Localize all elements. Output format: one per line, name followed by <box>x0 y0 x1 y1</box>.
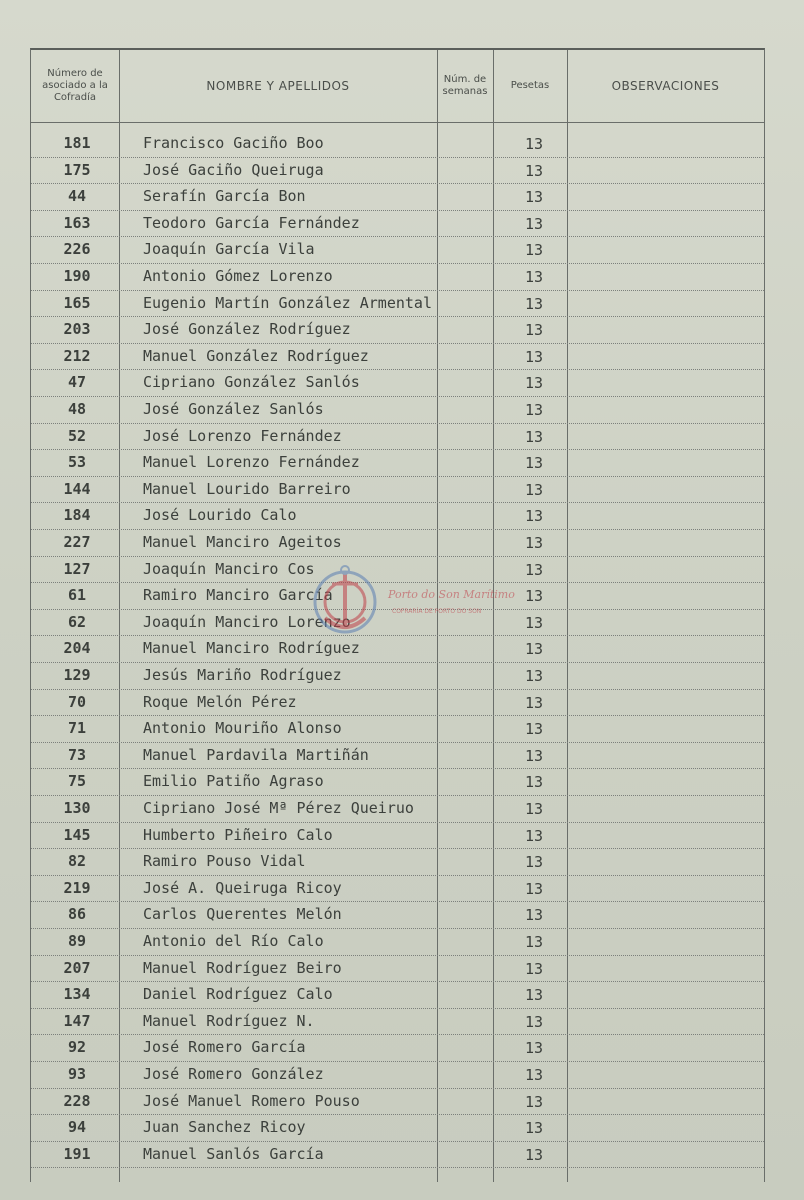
header-pesetas: Pesetas <box>510 80 550 91</box>
member-name: José González Sanlós <box>143 400 324 418</box>
pesetas-value: 13 <box>524 959 544 978</box>
member-number: 127 <box>63 559 91 578</box>
member-name: Ramiro Manciro García <box>143 586 333 605</box>
table-row <box>31 316 764 344</box>
member-number: 93 <box>67 1065 87 1083</box>
member-number: 145 <box>63 825 91 844</box>
table-row <box>31 1114 764 1142</box>
table-row <box>31 263 764 291</box>
member-name: Manuel Pardavila Martiñán <box>143 745 369 764</box>
pesetas-value: 13 <box>524 1092 544 1111</box>
member-name: Carlos Querentes Melón <box>143 905 342 924</box>
member-name: Manuel Manciro Ageitos <box>143 533 342 551</box>
member-name: Cipriano González Sanlós <box>143 373 360 392</box>
pesetas-value: 13 <box>524 667 544 685</box>
table-row <box>31 715 764 743</box>
member-number: 130 <box>63 799 91 817</box>
member-name: Juan Sanchez Ricoy <box>143 1118 306 1137</box>
member-name: Roque Melón Pérez <box>143 692 297 711</box>
table-row <box>31 662 764 690</box>
pesetas-value: 13 <box>524 773 544 792</box>
member-number: 52 <box>67 426 87 445</box>
member-number: 227 <box>63 533 91 551</box>
pesetas-value: 13 <box>524 374 544 393</box>
table-row <box>31 981 764 1009</box>
member-name: José Lorenzo Fernández <box>143 426 342 445</box>
member-name: Manuel Lourido Barreiro <box>143 479 351 498</box>
member-name: Joaquín García Vila <box>143 240 315 259</box>
pesetas-value: 13 <box>524 241 544 260</box>
member-number: 47 <box>67 373 87 392</box>
pesetas-value: 13 <box>524 214 544 233</box>
member-number: 134 <box>63 985 91 1004</box>
member-name: Antonio del Río Calo <box>143 932 324 950</box>
member-number: 144 <box>63 479 91 498</box>
table-row <box>31 449 764 477</box>
pesetas-value: 13 <box>524 321 544 340</box>
member-number: 71 <box>67 719 87 738</box>
pesetas-value: 13 <box>524 135 544 153</box>
header-weeks: Núm. de semanas <box>442 74 488 97</box>
pesetas-value: 13 <box>524 454 544 473</box>
member-name: Teodoro García Fernández <box>143 213 360 232</box>
member-number: 147 <box>63 1011 91 1030</box>
member-name: José Manuel Romero Pouso <box>143 1091 360 1110</box>
member-number: 191 <box>63 1144 91 1163</box>
member-name: Manuel Rodríguez N. <box>143 1011 315 1030</box>
member-number: 203 <box>63 320 91 339</box>
member-number: 226 <box>63 240 91 259</box>
member-number: 175 <box>63 160 91 179</box>
table-row <box>31 1008 764 1036</box>
pesetas-value: 13 <box>524 1145 544 1164</box>
pesetas-value: 13 <box>524 746 544 765</box>
member-number: 129 <box>63 666 91 684</box>
pesetas-value: 13 <box>524 268 544 286</box>
table-row <box>31 1088 764 1116</box>
table-row <box>31 476 764 504</box>
pesetas-value: 13 <box>524 560 544 579</box>
pesetas-value: 13 <box>524 933 544 951</box>
member-number: 190 <box>63 267 91 285</box>
pesetas-value: 13 <box>524 906 544 925</box>
member-name: Ramiro Pouso Vidal <box>143 852 306 871</box>
member-name: Manuel Lorenzo Fernández <box>143 453 360 472</box>
member-number: 48 <box>67 400 87 418</box>
pesetas-value: 13 <box>524 587 544 606</box>
pesetas-value: 13 <box>524 800 544 818</box>
member-name: Antonio Mouriño Alonso <box>143 719 342 738</box>
table-row <box>31 1034 764 1062</box>
header-divider <box>31 122 764 123</box>
pesetas-value: 13 <box>524 826 544 845</box>
member-name: Serafín García Bon <box>143 187 306 206</box>
table-row <box>31 290 764 318</box>
pesetas-value: 13 <box>524 613 544 632</box>
table-row <box>31 529 764 557</box>
header-observations: OBSERVACIONES <box>611 79 720 93</box>
member-name: Joaquín Manciro Lorenzo <box>143 612 351 631</box>
member-number: 82 <box>67 852 87 871</box>
pesetas-value: 13 <box>524 294 544 313</box>
pesetas-value: 13 <box>524 640 544 659</box>
member-name: Antonio Gómez Lorenzo <box>143 267 333 285</box>
table-row <box>31 343 764 371</box>
member-number: 184 <box>63 506 91 525</box>
table-row <box>31 955 764 983</box>
table-row <box>31 183 764 211</box>
member-name: Jesús Mariño Rodríguez <box>143 666 342 684</box>
table-row <box>31 875 764 903</box>
pesetas-value: 13 <box>524 347 544 366</box>
member-number: 228 <box>63 1091 91 1110</box>
member-name: Daniel Rodríguez Calo <box>143 985 333 1004</box>
table-row <box>31 1061 764 1089</box>
table-row <box>31 689 764 717</box>
pesetas-value: 13 <box>524 401 544 419</box>
anchor-seal-icon <box>300 560 390 640</box>
table-row <box>31 130 764 158</box>
member-number: 92 <box>67 1038 87 1057</box>
member-number: 219 <box>63 878 91 897</box>
table-row <box>31 848 764 876</box>
table-row <box>31 742 764 770</box>
member-name: Joaquín Manciro Cos <box>143 559 315 578</box>
member-name: José González Rodríguez <box>143 320 351 339</box>
member-name: Manuel Sanlós García <box>143 1144 324 1163</box>
header-number: Número de asociado a la Cofradía <box>42 68 108 103</box>
stamp-subtitle: COFRARÍA DE PORTO DO SON <box>392 608 482 615</box>
member-number: 163 <box>63 213 91 232</box>
member-number: 75 <box>67 772 87 791</box>
member-name: Manuel Manciro Rodríguez <box>143 639 360 658</box>
member-number: 207 <box>63 958 91 977</box>
table-row <box>31 822 764 850</box>
table-row <box>31 928 764 956</box>
member-name: José Romero García <box>143 1038 306 1057</box>
pesetas-value: 13 <box>524 188 544 207</box>
member-number: 89 <box>67 932 87 950</box>
pesetas-value: 13 <box>524 853 544 872</box>
stamp-title: Porto do Son Marítimo <box>388 588 515 601</box>
member-name: José A. Queiruga Ricoy <box>143 878 342 897</box>
member-number: 61 <box>67 586 87 605</box>
member-number: 86 <box>67 905 87 924</box>
member-number: 204 <box>63 639 91 658</box>
pesetas-value: 13 <box>524 720 544 739</box>
table-row <box>31 768 764 796</box>
member-number: 44 <box>67 187 87 206</box>
member-name: Francisco Gaciño Boo <box>143 134 324 152</box>
pesetas-value: 13 <box>524 507 544 526</box>
member-number: 212 <box>63 346 91 365</box>
pesetas-value: 13 <box>524 986 544 1005</box>
member-number: 70 <box>67 692 87 711</box>
member-number: 181 <box>63 134 91 152</box>
cofradia-stamp <box>300 560 515 640</box>
pesetas-value: 13 <box>524 693 544 712</box>
table-row <box>31 236 764 264</box>
pesetas-value: 13 <box>524 1012 544 1031</box>
pesetas-value: 13 <box>524 161 544 180</box>
member-number: 62 <box>67 612 87 631</box>
member-name: Manuel Rodríguez Beiro <box>143 958 342 977</box>
table-row <box>31 157 764 185</box>
pesetas-value: 13 <box>524 1066 544 1084</box>
member-name: José Lourido Calo <box>143 506 297 525</box>
member-name: José Romero González <box>143 1065 324 1083</box>
table-row <box>31 502 764 530</box>
member-name: Emilio Patiño Agraso <box>143 772 324 791</box>
member-number: 165 <box>63 293 91 312</box>
member-name: Manuel González Rodríguez <box>143 346 369 365</box>
pesetas-value: 13 <box>524 427 544 446</box>
member-name: Humberto Piñeiro Calo <box>143 825 333 844</box>
pesetas-value: 13 <box>524 480 544 499</box>
pesetas-value: 13 <box>524 534 544 552</box>
member-name: Eugenio Martín González Armental <box>143 293 432 312</box>
member-name: José Gaciño Queiruga <box>143 160 324 179</box>
pesetas-value: 13 <box>524 879 544 898</box>
member-number: 53 <box>67 453 87 472</box>
table-row <box>31 396 764 424</box>
table-row <box>31 423 764 451</box>
table-row <box>31 901 764 929</box>
table-row <box>31 795 764 823</box>
table-row <box>31 210 764 238</box>
table-row <box>31 369 764 397</box>
member-number: 73 <box>67 745 87 764</box>
table-row <box>31 1141 764 1169</box>
member-name: Cipriano José Mª Pérez Queiruo <box>143 799 414 817</box>
header-name: NOMBRE Y APELLIDOS <box>206 79 350 93</box>
member-number: 94 <box>67 1118 87 1137</box>
pesetas-value: 13 <box>524 1119 544 1138</box>
pesetas-value: 13 <box>524 1039 544 1058</box>
